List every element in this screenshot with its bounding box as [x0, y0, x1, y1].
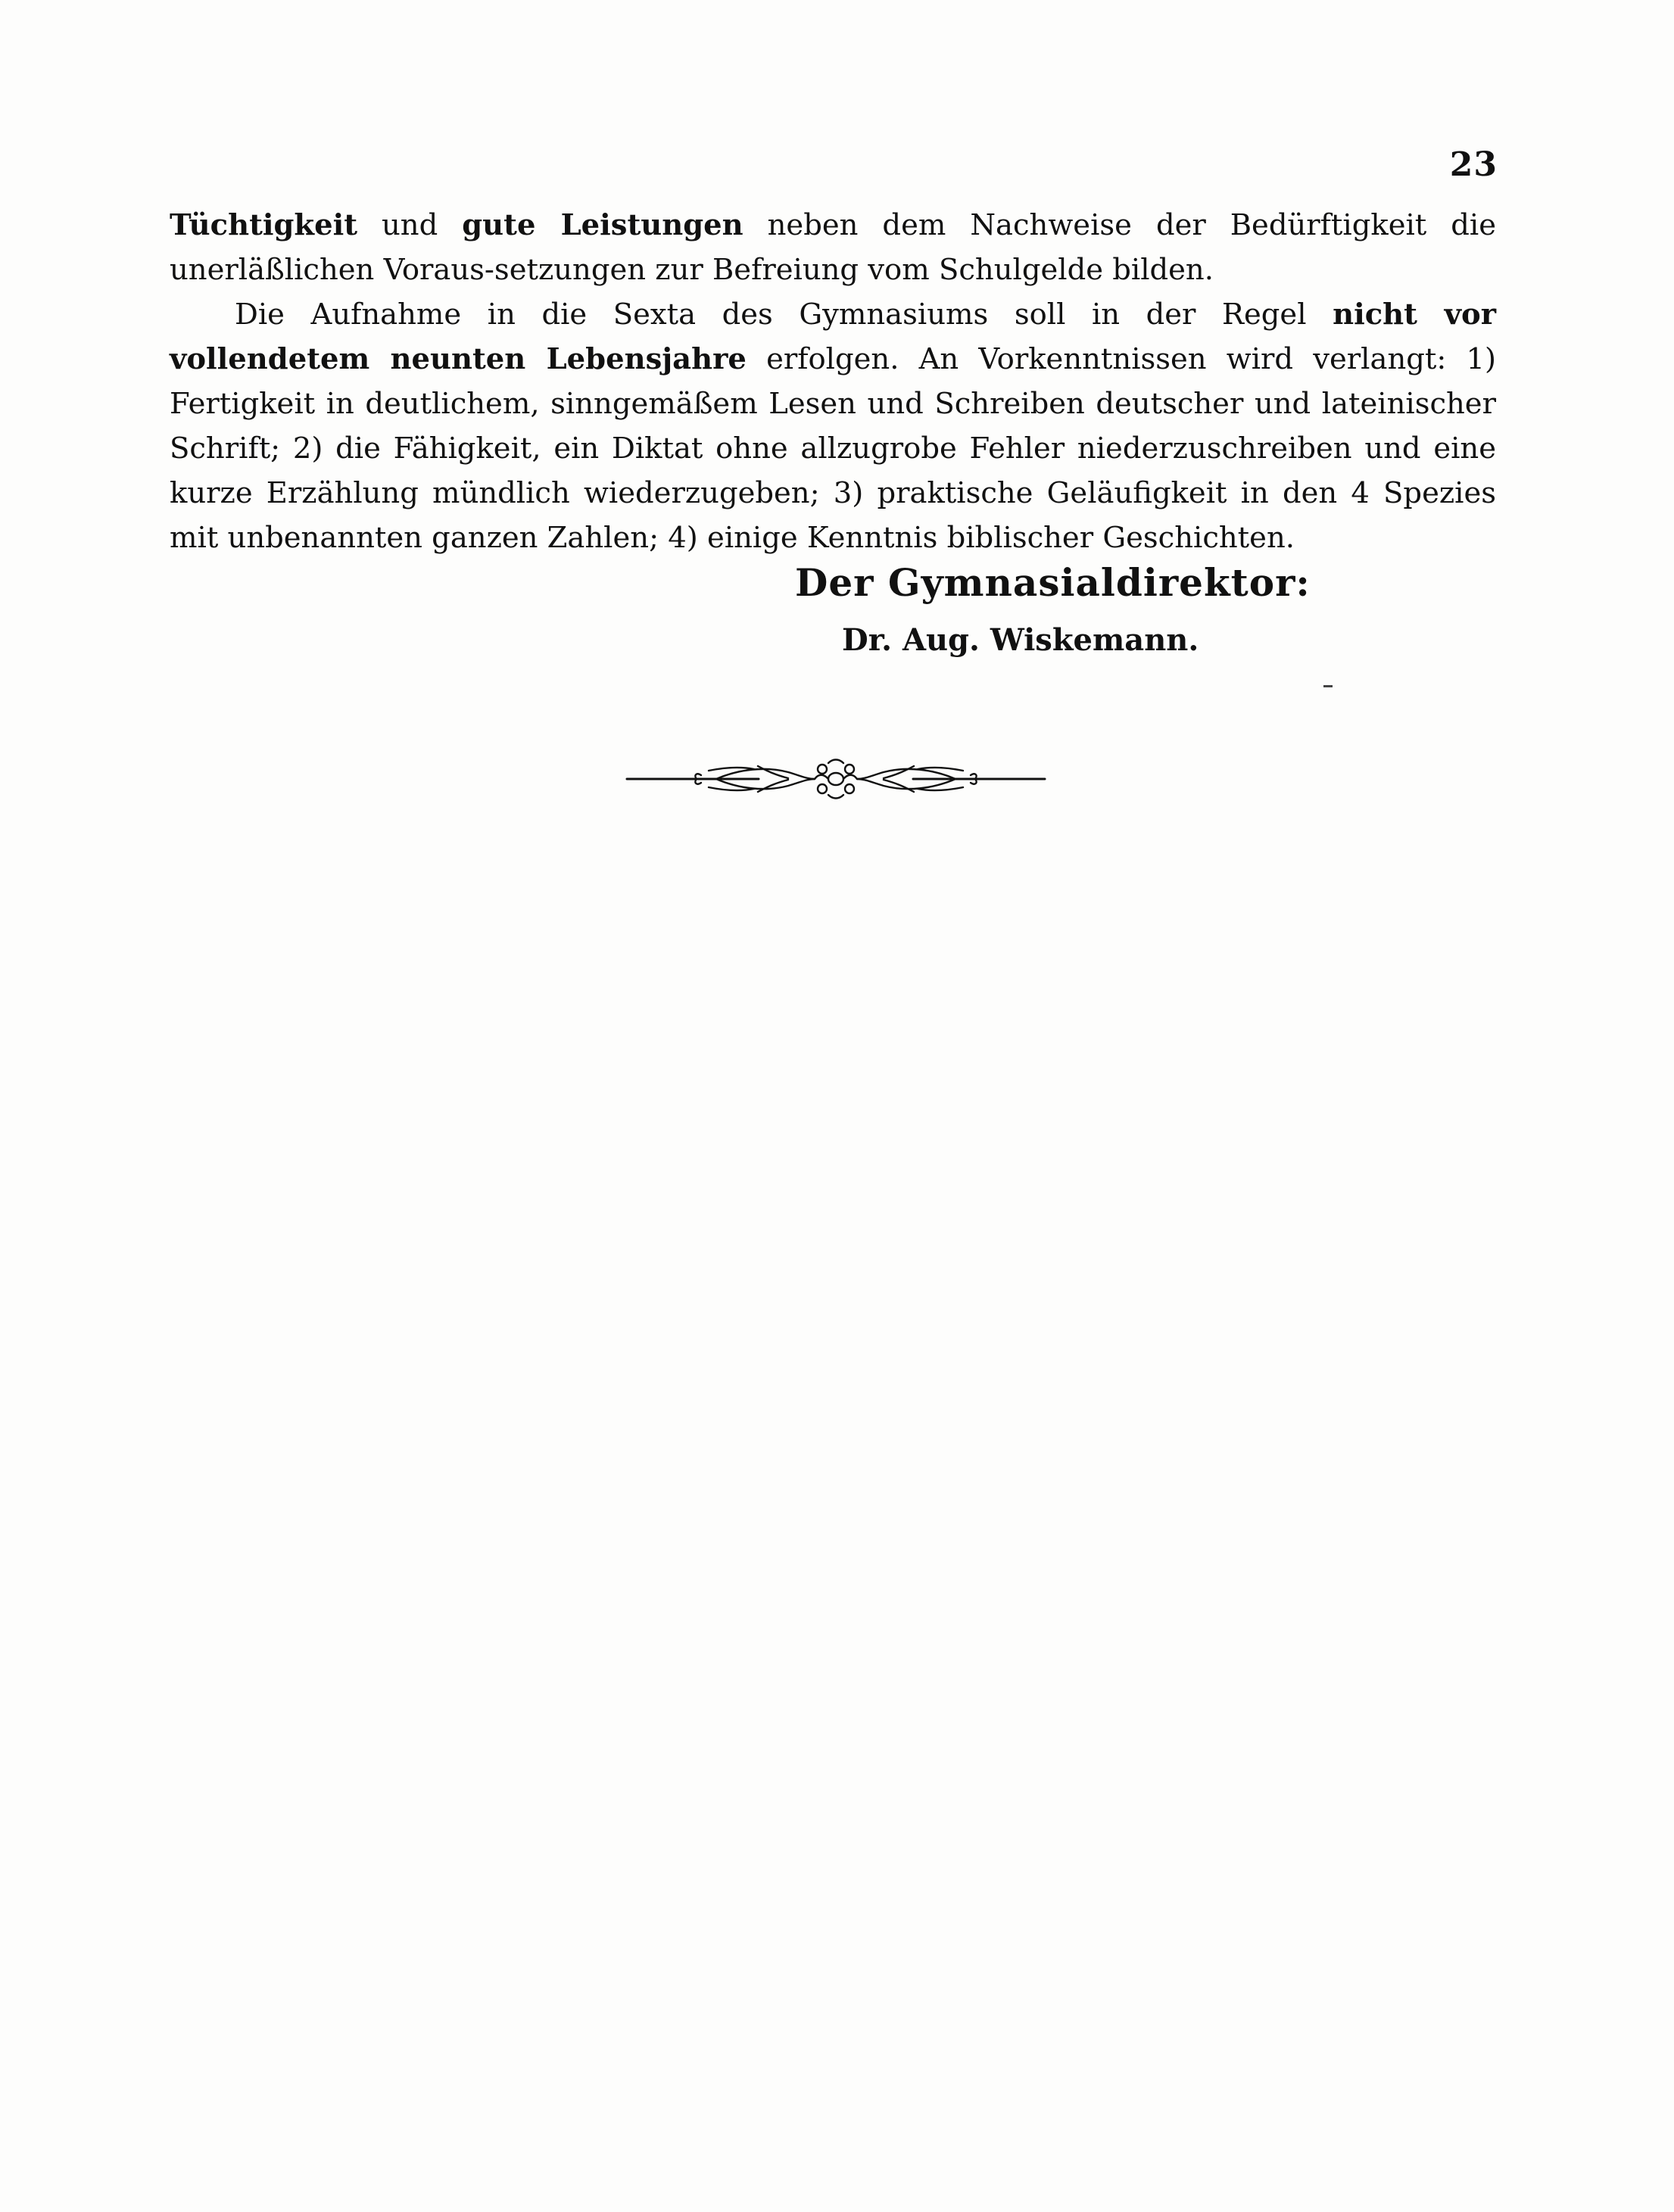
emphasis-text: nicht vor vollendetem neunten Lebensjahre [170, 298, 1496, 376]
emphasis-text: gute Leistungen [462, 208, 743, 242]
paragraph-1 [170, 203, 1496, 292]
stray-mark [1323, 685, 1333, 687]
paragraph-text: neben dem Nachweise der Bedürftigkeit die unerläßlichen Voraus-setzungen zur Befreiung vom Schulgelde bilden. [170, 208, 1496, 287]
emphasis-text: Tüchtigkeit [170, 208, 358, 242]
signature-name: Dr. Aug. Wiskemann. [842, 622, 1199, 658]
paragraph-text: und [357, 208, 463, 242]
paragraph-text: erfolgen. An Vorkenntnissen wird verlangt: 1) Fertigkeit in deutlichem, sinngemäßem Lesen und Schreiben deutscher und lateinischer Schrift; 2) die Fähigkeit, ein Diktat ohne allzugrobe Fehler niederzuschreiben und eine kurze Erzählung mündlich wiederzugeben; 3) praktische Geläufigkeit in den 4 Spezies mit unbenannten ganzen Zahlen; 4) einige Kenntnis biblischer Geschichten. [170, 342, 1496, 555]
page-number: 23 [1449, 145, 1498, 184]
body-text [170, 203, 1496, 560]
paragraph-text: Die Aufnahme in die Sexta des Gymnasiums soll in der Regel [235, 298, 1333, 332]
signature-title: Der Gymnasialdirektor: [795, 560, 1311, 605]
flourish-divider-icon [625, 752, 1046, 805]
paragraph-2 [170, 292, 1496, 560]
